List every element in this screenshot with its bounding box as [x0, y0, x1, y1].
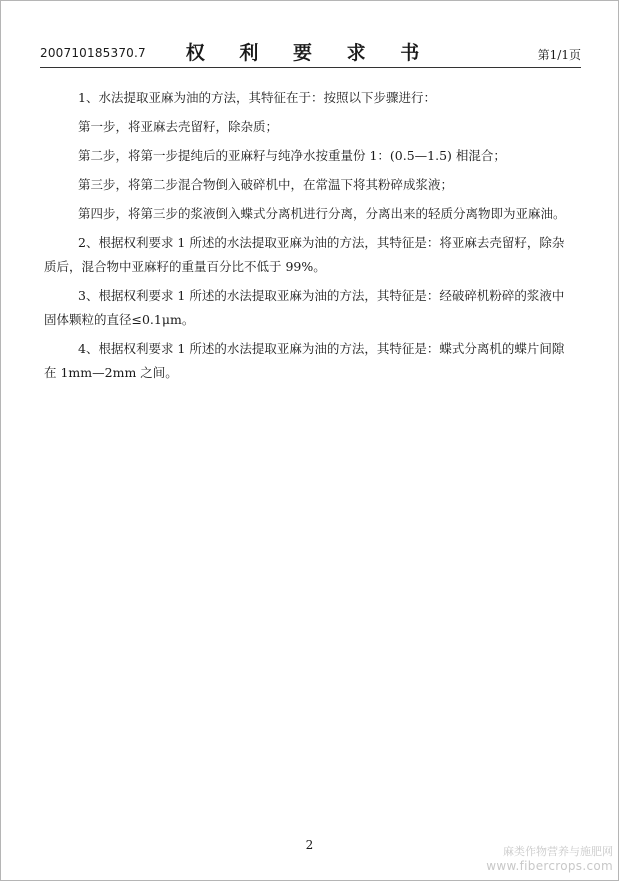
watermark-text: 麻类作物营养与施肥网: [503, 845, 613, 858]
claim-paragraph: [44, 231, 578, 279]
claim-line: 第二步，将第一步提纯后的亚麻籽与纯净水按重量份 1：(0.5—1.5) 相混合；: [78, 148, 506, 163]
claim-line: 在 1mm—2mm 之间。: [44, 365, 178, 380]
claim-paragraph: [78, 202, 578, 226]
claim-line: 4、根据权利要求 1 所述的水法提取亚麻为油的方法，其特征是：蝶式分离机的蝶片间隙: [78, 341, 565, 356]
page-indicator: 第1/1页: [537, 48, 581, 62]
claim-line: 2、根据权利要求 1 所述的水法提取亚麻为油的方法，其特征是：将亚麻去壳留籽，除杂: [78, 235, 565, 250]
claim-line: 1、水法提取亚麻为油的方法，其特征在于：按照以下步骤进行：: [78, 90, 436, 105]
claim-paragraph: [44, 337, 578, 385]
claim-paragraph: [44, 284, 578, 332]
watermark-url: www.fibercrops.com: [486, 859, 613, 873]
page-number: 2: [305, 838, 314, 852]
claim-paragraph: [78, 173, 578, 197]
claim-line: 第四步，将第三步的浆液倒入蝶式分离机进行分离，分离出来的轻质分离物即为亚麻油。: [78, 206, 566, 221]
claim-paragraph: [78, 115, 578, 139]
claim-line: 质后，混合物中亚麻籽的重量百分比不低于 99%。: [44, 259, 326, 274]
claim-line: 3、根据权利要求 1 所述的水法提取亚麻为油的方法，其特征是：经破碎机粉碎的浆液中: [78, 288, 565, 303]
claim-paragraph: [78, 86, 578, 110]
application-number: 200710185370.7: [40, 46, 146, 60]
header-divider: [40, 67, 581, 68]
claim-paragraph: [78, 144, 578, 168]
claim-line: 固体颗粒的直径≤0.1μm。: [44, 312, 195, 327]
claims-body: [44, 86, 578, 390]
watermark: [486, 845, 613, 873]
page-title: 权 利 要 求 书: [185, 42, 434, 64]
claim-line: 第三步，将第二步混合物倒入破碎机中，在常温下将其粉碎成浆液；: [78, 177, 454, 192]
claim-line: 第一步，将亚麻去壳留籽，除杂质；: [78, 119, 279, 134]
